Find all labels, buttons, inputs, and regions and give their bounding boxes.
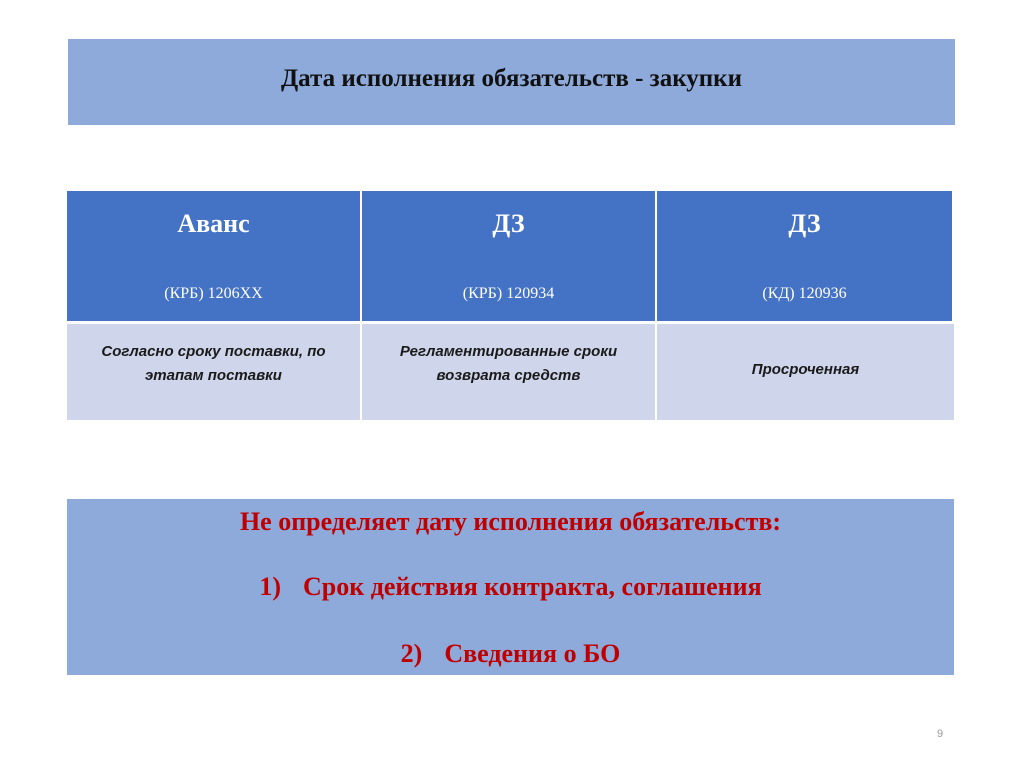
list-number: 1) [259, 572, 281, 601]
cell-text [101, 340, 325, 388]
list-item-text: Срок действия контракта, соглашения [303, 572, 762, 601]
table-body-cell [67, 324, 362, 420]
cell-line: этапам поставки [145, 367, 282, 384]
cell-line: Просроченная [751, 361, 860, 378]
table-body-cell [362, 324, 657, 420]
table-body-cell [657, 324, 954, 420]
header-code-label: (КРБ) 120934 [462, 285, 555, 302]
table-header-cell [67, 191, 362, 324]
cell-text [752, 358, 859, 382]
note-list-item [67, 639, 954, 669]
header-main-label: ДЗ [788, 209, 821, 238]
note-list-item [67, 572, 954, 602]
note-heading: Не определяет дату исполнения обязательств: [239, 507, 782, 536]
page-number: 9 [936, 728, 944, 740]
cell-text [400, 340, 617, 388]
title-banner [68, 39, 955, 125]
header-code-label: (КРБ) 1206ХХ [164, 285, 263, 302]
list-item-text: Сведения о БО [444, 639, 621, 668]
slide-title: Дата исполнения обязательств - закупки [280, 65, 742, 92]
table-header-cell [362, 191, 657, 324]
list-number: 2) [400, 639, 423, 668]
cell-line: Согласно сроку поставки, по [101, 343, 326, 360]
obligations-table [67, 191, 954, 420]
note-box [67, 499, 954, 675]
cell-line: Регламентированные сроки [399, 343, 618, 360]
table-header-cell [657, 191, 954, 324]
header-code-label: (КД) 120936 [762, 285, 847, 302]
header-main-label: Аванс [177, 209, 250, 238]
header-main-label: ДЗ [492, 209, 525, 238]
cell-line: возврата средств [436, 367, 581, 384]
